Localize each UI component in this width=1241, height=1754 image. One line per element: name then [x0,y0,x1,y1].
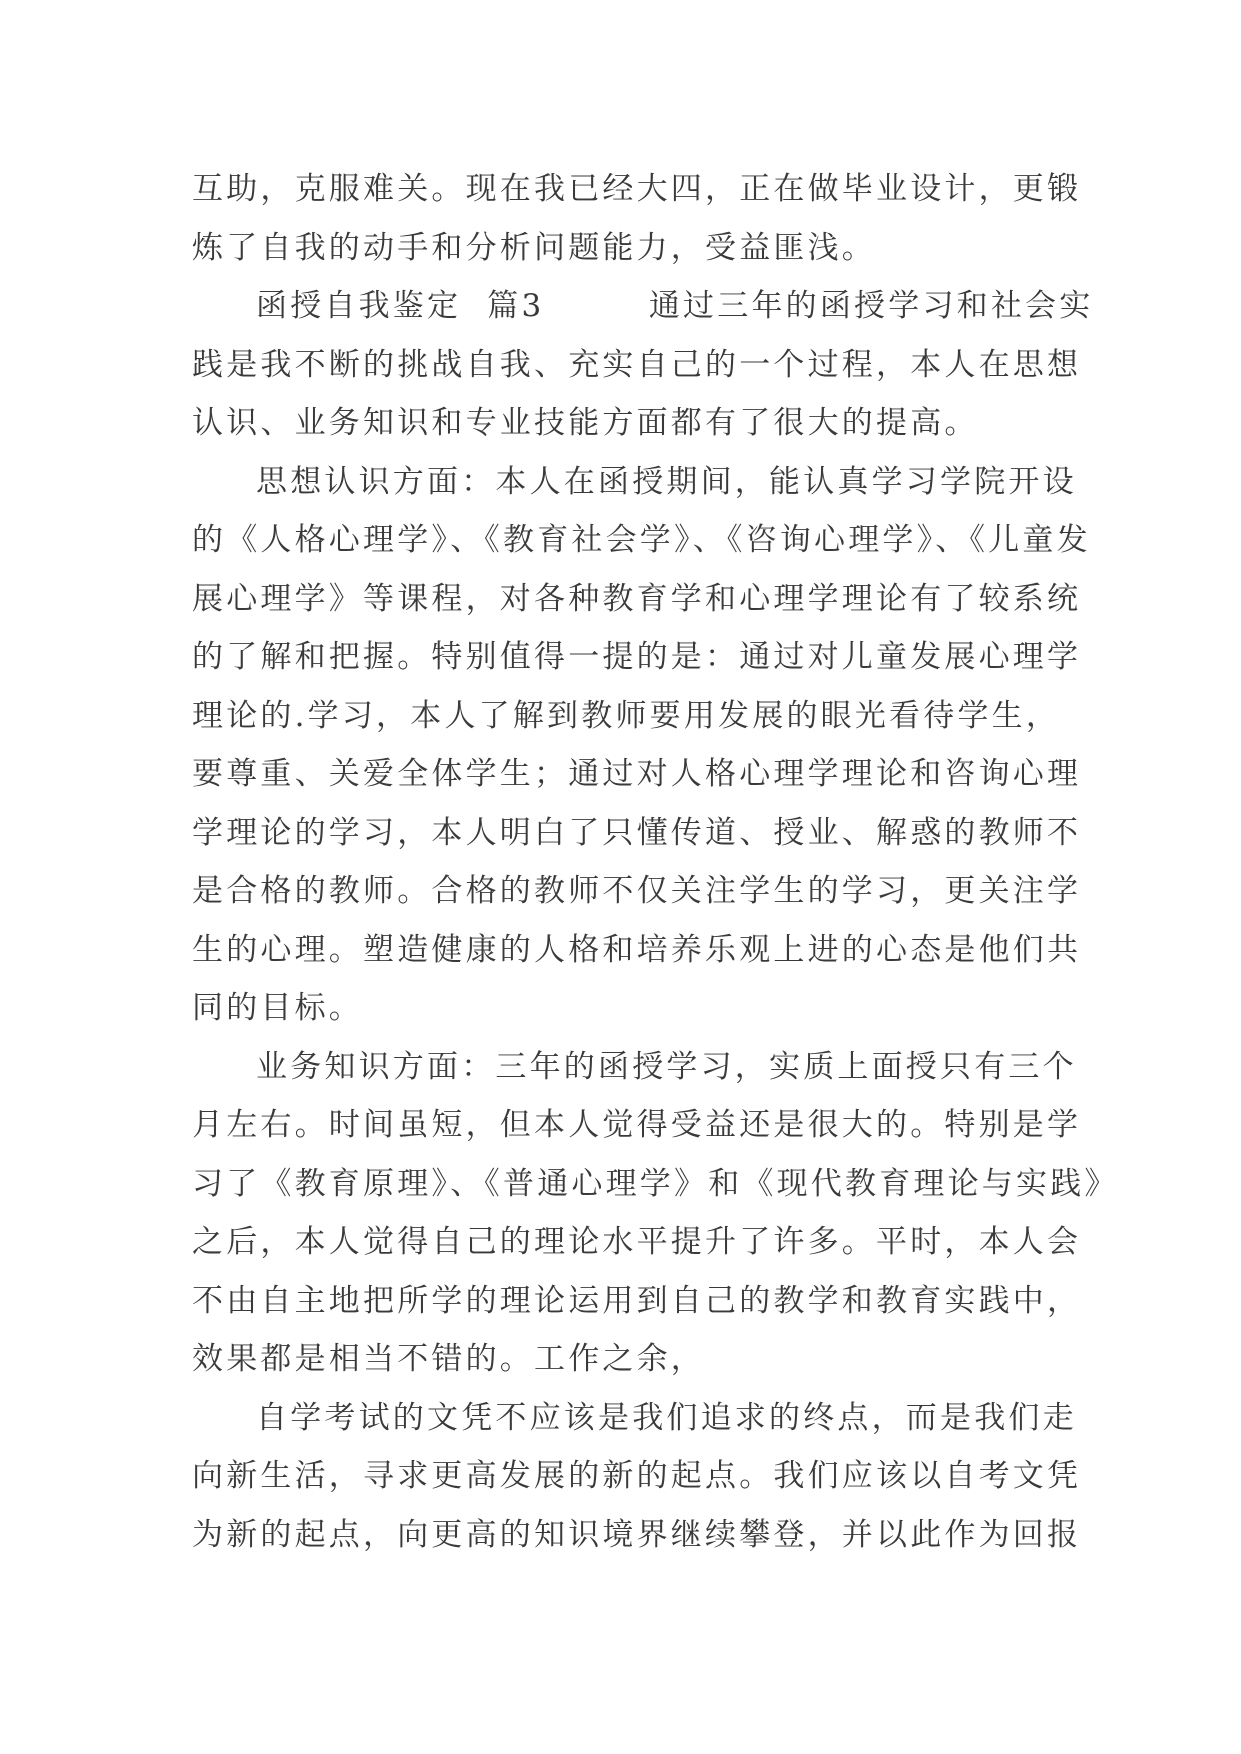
text-line: 认识、业务知识和专业技能方面都有了很大的提高。 [192,405,979,441]
text-line: 的《人格心理学》、《教育社会学》、《咨询心理学》、《儿童发 [192,522,1091,558]
text-line: 理论的.学习，本人了解到教师要用发展的眼光看待学生， [192,697,1061,734]
text-line: 生的心理。塑造健康的人格和培养乐观上进的心态是他们共 [192,931,1082,968]
text-line: 月左右。时间虽短，但本人觉得受益还是很大的。特别是学 [192,1107,1082,1143]
text-line: 是合格的教师。合格的教师不仅关注学生的学习，更关注学 [192,873,1082,909]
text-line: 为新的起点，向更高的知识境界继续攀登，并以此作为回报 [192,1516,1082,1553]
text-line: 之后，本人觉得自己的理论水平提升了许多。平时，本人会 [192,1224,1082,1260]
text-line: 不由自主地把所学的理论运用到自己的教学和教育实践中， [192,1282,1082,1319]
text-line: 向新生活，寻求更高发展的新的起点。我们应该以自考文凭 [192,1458,1082,1494]
text-line: 要尊重、关爱全体学生；通过对人格心理学理论和咨询心理 [192,756,1082,792]
text-line: 的了解和把握。特别值得一提的是：通过对儿童发展心理学 [192,639,1082,675]
text-line: 习了《教育原理》、《普通心理学》和《现代教育理论与实践》 [192,1165,1119,1202]
paragraph-start-line: 思想认识方面：本人在函授期间，能认真学习学院开设 [256,463,1077,500]
text-line: 展心理学》等课程，对各种教育学和心理学理论有了较系统 [192,580,1082,617]
text-line: 互助，克服难关。现在我已经大四，正在做毕业设计，更锻 [192,171,1082,207]
text-line: 效果都是相当不错的。工作之余， [192,1341,705,1377]
section-heading-line: 函授自我鉴定 篇3 通过三年的函授学习和社会实 [256,288,1094,324]
paragraph-start-line: 自学考试的文凭不应该是我们追求的终点，而是我们走 [256,1399,1077,1436]
document-body [192,160,1119,1564]
paragraph-start-line: 业务知识方面：三年的函授学习，实质上面授只有三个 [256,1048,1077,1085]
text-line: 践是我不断的挑战自我、充实自己的一个过程，本人在思想 [192,346,1082,383]
text-line: 同的目标。 [192,990,363,1026]
text-line: 炼了自我的动手和分析问题能力，受益匪浅。 [192,229,876,266]
text-line: 学理论的学习，本人明白了只懂传道、授业、解惑的教师不 [192,814,1082,851]
